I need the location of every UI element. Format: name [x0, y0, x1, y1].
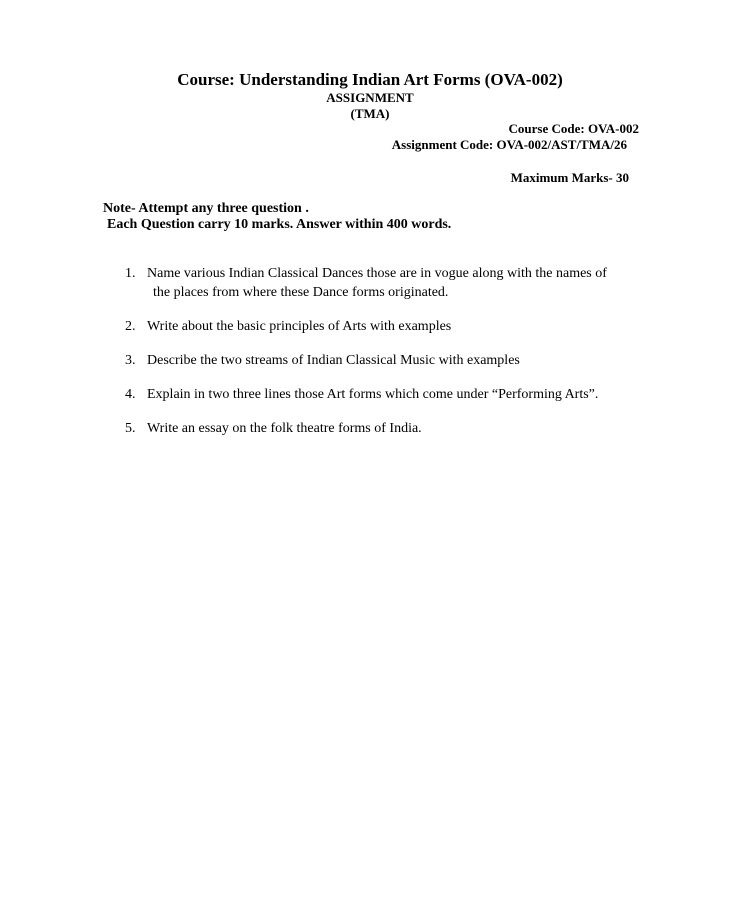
question-item	[125, 317, 655, 336]
note-line: Note- Attempt any three question .	[103, 201, 309, 216]
assignment-heading: ASSIGNMENT	[326, 90, 414, 105]
question-number: 1.	[125, 266, 136, 281]
question-text: Write about the basic principles of Arts with examples	[147, 319, 452, 334]
question-text: Write an essay on the folk theatre forms of India.	[147, 421, 422, 436]
question-text: Explain in two three lines those Art forms which come under “Performing Arts”.	[147, 387, 599, 402]
question-item	[125, 264, 655, 302]
maximum-marks: Maximum Marks- 30	[510, 170, 629, 185]
question-number: 3.	[125, 353, 136, 368]
question-number: 4.	[125, 387, 136, 402]
question-number: 5.	[125, 421, 136, 436]
tma-heading: (TMA)	[350, 106, 390, 121]
assignment-code: Assignment Code: OVA-002/AST/TMA/26	[391, 137, 627, 152]
question-text: Name various Indian Classical Dances those are in vogue along with the names of	[147, 266, 607, 281]
question-number: 2.	[125, 319, 136, 334]
marks-instruction: Each Question carry 10 marks. Answer within 400 words.	[107, 217, 452, 232]
question-item	[125, 385, 655, 404]
course-code: Course Code: OVA-002	[508, 121, 639, 136]
question-text: Describe the two streams of Indian Classical Music with examples	[147, 353, 520, 368]
question-list	[125, 264, 655, 453]
question-text-continued: the places from where these Dance forms originated.	[153, 285, 449, 300]
question-item	[125, 419, 655, 438]
question-item	[125, 351, 655, 370]
document-title: Course: Understanding Indian Art Forms (OVA-002)	[177, 70, 563, 89]
